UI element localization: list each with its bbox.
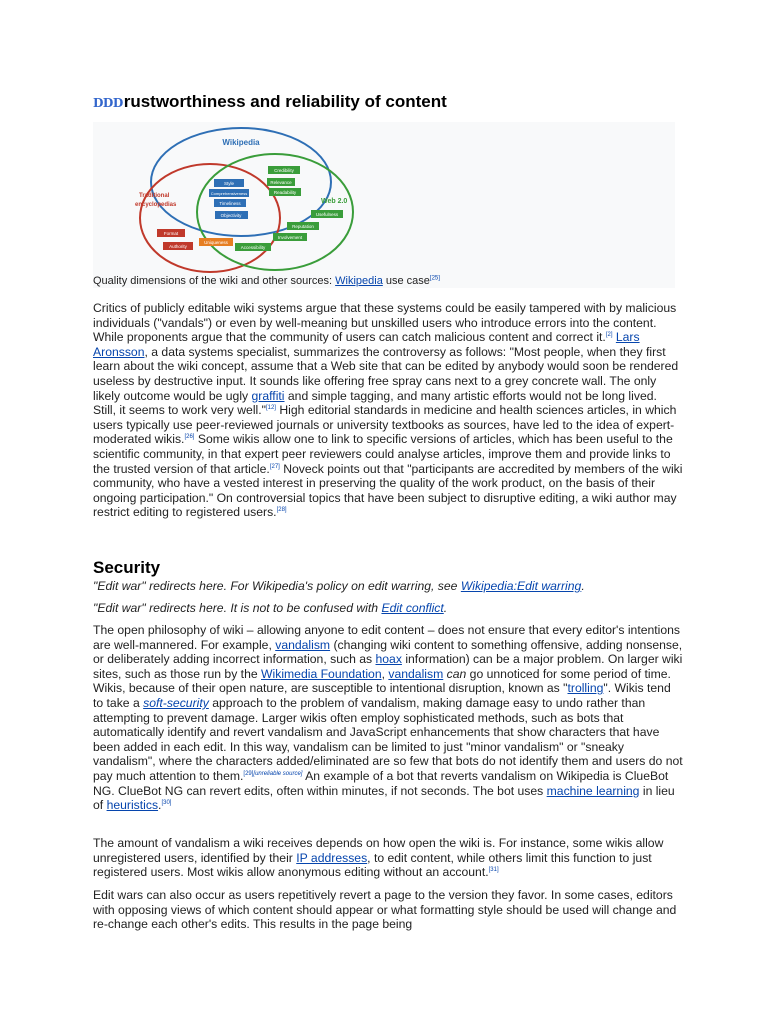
ref-12[interactable]: [12] <box>265 405 276 412</box>
link-edit-warring[interactable]: Wikipedia:Edit warring <box>460 579 582 593</box>
link-hoax[interactable]: hoax <box>375 652 402 667</box>
svg-text:Timeliness: Timeliness <box>219 201 241 206</box>
hatnote-edit-conflict: "Edit war" redirects here. It is not to be confused with Edit conflict. <box>93 601 448 615</box>
svg-text:Credibility: Credibility <box>274 168 294 173</box>
svg-text:Accessibility: Accessibility <box>240 245 266 250</box>
ref-26[interactable]: [26] <box>184 434 195 441</box>
hatnote-edit-warring: "Edit war" redirects here. For Wikipedia's policy on edit warring, see Wikipedia:Edit warring. <box>93 579 585 593</box>
box-credibility <box>268 166 300 174</box>
paragraph-critics: Critics of publicly editable wiki systems argue that these systems could be easily tampered with by malicious individuals ("vandals") or even by well-meaning but unskilled users who introduce errors into the content. While proponents argue that the community of users can catch malicious content and correct it.[2] Lars Aronsson, a data systems specialist, summarizes the controversy as follows: "Most people, when they first learn about the wiki concept, assume that a Web site that can be edited by anybody would soon be rendered useless by destructive input. It sounds like offering free spray cans next to a grey concrete wall. The only likely outcome would be ugly graffiti and simple tagging, and many artistic efforts would not be long lived. Still, it seems to work very well."[12] High editorial standards in medicine and health sciences articles, in which users typically use peer-reviewed journals or university textbooks as sources, have led to the idea of expert-moderated wikis.[26] Some wikis allow one to link to specific versions of articles, which has been useful to the scientific community, in that expert peer reviewers could analyse articles, improve them and provide links to the trusted version of that article.[27] Noveck points out that "participants are accredited by members of the wiki community, who have a vested interest in preserving the quality of the work product, on the basis of their ongoing participation." On controversial topics that have been subject to disruptive editing, a wiki author may restrict editing to registered users.[28] <box>93 301 683 520</box>
link-machine-learning[interactable]: machine learning <box>546 783 640 798</box>
caption-suffix: use case <box>382 275 430 287</box>
link-soft-security[interactable]: soft-security <box>143 695 209 710</box>
box-accessibility <box>235 243 271 251</box>
box-usefulness <box>311 210 343 218</box>
ref-28[interactable]: [28] <box>276 507 287 514</box>
link-heuristics[interactable]: heuristics <box>106 798 159 813</box>
svg-text:Relevance: Relevance <box>270 180 292 185</box>
box-reputation <box>287 222 319 230</box>
label-traditional-2: encyclopedias <box>135 202 177 208</box>
caption-ref[interactable]: [25] <box>429 275 440 282</box>
svg-text:Style: Style <box>223 181 235 186</box>
caption-text: Quality dimensions of the wiki and other sources: <box>93 275 336 287</box>
heading-dropcap: DDD <box>93 96 123 110</box>
section-heading-security: Security <box>93 558 161 577</box>
ref-unreliable-source[interactable]: [unreliable source] <box>253 770 303 777</box>
link-ip-addresses[interactable]: IP addresses <box>296 850 368 865</box>
paragraph-amount-vandalism: The amount of vandalism a wiki receives depends on how open the wiki is. For instance, some wikis allow unregistered users, identified by their IP addresses, to edit content, while others limit this function to just registered users. Most wikis allow anonymous editing without an account.[31] <box>93 836 664 880</box>
box-relevance <box>267 178 295 186</box>
svg-text:Reputation: Reputation <box>292 224 314 229</box>
link-vandalism[interactable]: vandalism <box>275 637 331 652</box>
box-timeliness <box>214 199 246 207</box>
ref-31[interactable]: [31] <box>488 867 499 874</box>
figure-caption <box>93 275 693 287</box>
box-style <box>214 179 244 187</box>
box-authority <box>163 242 193 250</box>
svg-text:Usefulness: Usefulness <box>315 212 339 217</box>
link-trolling[interactable]: trolling <box>567 681 604 696</box>
link-edit-conflict[interactable]: Edit conflict <box>381 601 444 615</box>
svg-text:Involvement: Involvement <box>277 235 303 240</box>
paragraph-edit-wars: Edit wars can also occur as users repetitively revert a page to the version they favor. In some cases, editors with opposing views of which content should appear or what formatting style should be used will change and re-change each other's edits. This results in the page being <box>93 888 677 932</box>
link-vandalism-2[interactable]: vandalism <box>388 666 444 681</box>
label-wikipedia: Wikipedia <box>222 138 260 147</box>
paragraph-open-philosophy: The open philosophy of wiki – allowing anyone to edit content – does not ensure that every editor's intentions are well-mannered. For example, vandalism (changing wiki content to something offensive, adding nonsense, or deliberately adding incorrect information, such as hoax information) can be a major problem. On larger wiki sites, such as those run by the Wikimedia Foundation, vandalism can go unnoticed for some period of time. Wikis, because of their open nature, are susceptible to intentional disruption, known as "trolling". Wikis tend to take a soft-security approach to the problem of vandalism, making damage easy to undo rather than attempting to prevent damage. Larger wikis often employ sophisticated methods, such as bots that automatically identify and revert vandalism and JavaScript enhancements that show characters that have been added in each edit. In this way, vandalism can be limited to just "minor vandalism" or "sneaky vandalism", where the characters added/eliminated are so few that bots do not identify them and users do not pay much attention to them.[29][unreliable source] An example of a bot that reverts vandalism on Wikipedia is ClueBot NG. ClueBot NG can revert edits, often within minutes, if not seconds. The bot uses machine learning in lieu of heuristics.[30] <box>93 623 683 813</box>
box-uniqueness <box>199 238 233 246</box>
link-wikimedia-foundation[interactable]: Wikimedia Foundation <box>261 666 382 681</box>
box-involvement <box>273 233 307 241</box>
heading-text: rustworthiness and reliability of content <box>123 92 447 111</box>
ref-27[interactable]: [27] <box>269 463 280 470</box>
box-comprehensiveness <box>209 189 249 197</box>
ref-30[interactable]: [30] <box>161 800 172 807</box>
quality-venn-figure[interactable] <box>93 122 675 288</box>
link-graffiti[interactable]: graffiti <box>251 388 285 403</box>
venn-diagram <box>93 122 675 288</box>
svg-text:Comprehensiveness: Comprehensiveness <box>210 191 248 196</box>
ref-2[interactable]: [2] <box>605 332 613 339</box>
link-lars-aronsson[interactable]: Lars Aronsson <box>93 330 640 359</box>
box-readability <box>269 188 301 196</box>
svg-text:Objectivity: Objectivity <box>220 213 242 218</box>
section-heading-trustworthiness <box>93 92 447 112</box>
box-format <box>157 229 185 237</box>
label-web2: Web 2.0 <box>321 198 348 205</box>
box-objectivity <box>215 211 248 219</box>
svg-text:Uniqueness: Uniqueness <box>204 240 228 245</box>
caption-link-wikipedia[interactable]: Wikipedia <box>335 275 383 287</box>
svg-text:Authority: Authority <box>169 244 187 249</box>
label-traditional-1: Traditional <box>139 193 170 199</box>
svg-text:Format: Format <box>163 231 179 236</box>
svg-text:Readability: Readability <box>273 190 297 195</box>
ref-29[interactable]: [29] <box>243 770 254 777</box>
